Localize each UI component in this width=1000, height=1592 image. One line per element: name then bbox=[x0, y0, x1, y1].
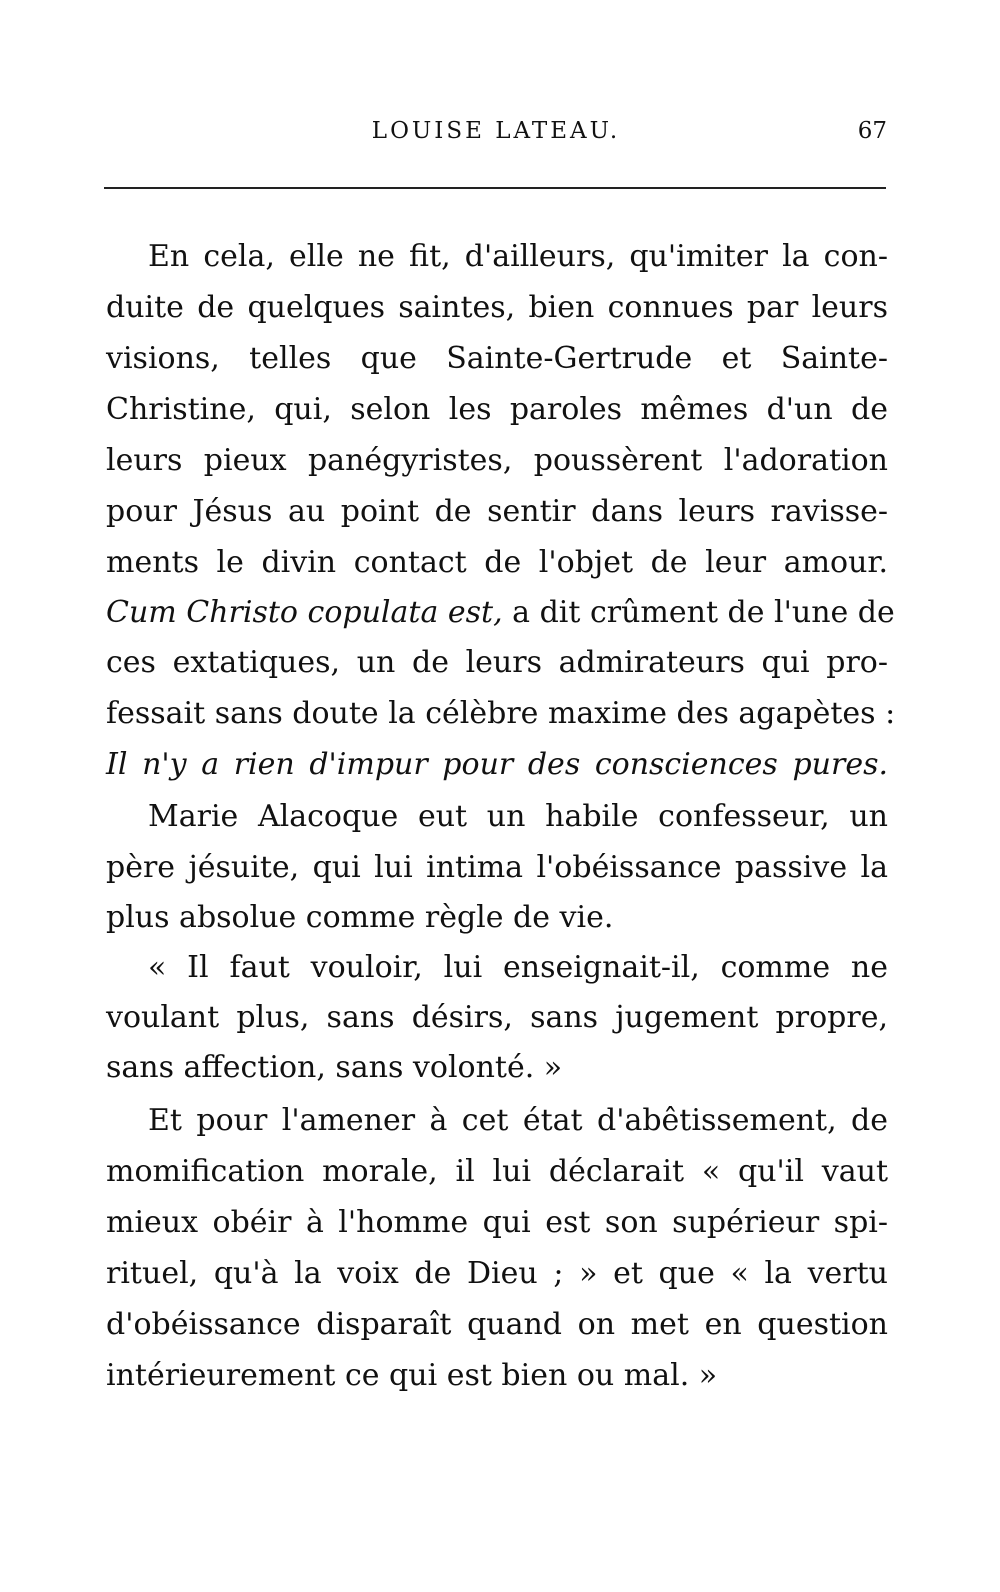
running-head bbox=[105, 118, 887, 158]
text-fragment: a dit crûment de l'une de bbox=[502, 595, 895, 630]
text-line: « Il faut vouloir, lui enseignait-il, comme ne bbox=[148, 950, 888, 985]
text-line: sans affection, sans volonté. » bbox=[106, 1050, 563, 1085]
text-line: leurs pieux panégyristes, poussèrent l'adoration bbox=[106, 443, 888, 478]
text-line: rituel, qu'à la voix de Dieu ; » et que « la vertu bbox=[106, 1256, 888, 1291]
text-line: ments le divin contact de l'objet de leur amour. bbox=[106, 545, 888, 580]
page-number: 67 bbox=[857, 118, 887, 144]
text-line: fessait sans doute la célèbre maxime des agapètes : bbox=[106, 696, 896, 731]
text-line: En cela, elle ne fit, d'ailleurs, qu'imiter la con- bbox=[148, 239, 888, 274]
text-line: intérieurement ce qui est bien ou mal. » bbox=[106, 1358, 718, 1393]
text-line: Christine, qui, selon les paroles mêmes d'un de bbox=[106, 392, 888, 427]
text-line: ces extatiques, un de leurs admirateurs qui pro- bbox=[106, 645, 888, 680]
text-line: voulant plus, sans désirs, sans jugement propre, bbox=[106, 1000, 888, 1035]
header-rule bbox=[104, 187, 886, 189]
text-line: mieux obéir à l'homme qui est son supérieur spi- bbox=[106, 1205, 888, 1240]
text-line: d'obéissance disparaît quand on met en question bbox=[106, 1307, 888, 1342]
latin-quote: Cum Christo copulata est, bbox=[106, 595, 503, 630]
text-line: père jésuite, qui lui intima l'obéissance passive la bbox=[106, 850, 888, 885]
text-line: momification morale, il lui déclarait « qu'il vaut bbox=[106, 1154, 888, 1189]
maxim-line: Il n'y a rien d'impur pour des consciences pures. bbox=[106, 747, 888, 782]
running-title: LOUISE LATEAU. bbox=[371, 118, 621, 144]
text-line: visions, telles que Sainte-Gertrude et Sainte- bbox=[106, 341, 888, 376]
text-line: plus absolue comme règle de vie. bbox=[106, 900, 614, 935]
text-line: Marie Alacoque eut un habile confesseur, un bbox=[148, 799, 888, 834]
text-line: duite de quelques saintes, bien connues par leurs bbox=[106, 290, 888, 325]
text-line: Et pour l'amener à cet état d'abêtissement, de bbox=[148, 1103, 888, 1138]
text-line bbox=[106, 588, 895, 638]
text-line: pour Jésus au point de sentir dans leurs ravisse- bbox=[106, 494, 888, 529]
